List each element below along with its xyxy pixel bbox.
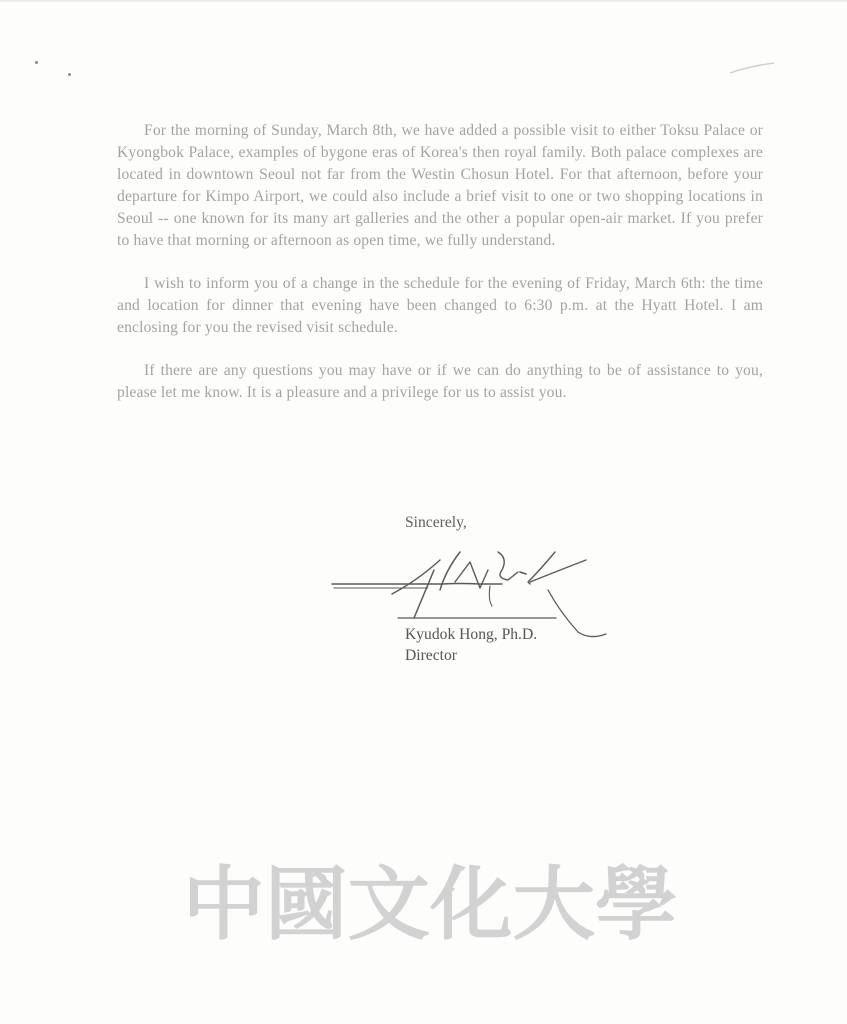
scan-speck [35,61,38,64]
scan-speck [68,73,71,76]
letter-body [117,120,763,425]
paragraph-optional-visits: For the morning of Sunday, March 8th, we have added a possible visit to either Toksu Palace or Kyongbok Palace, examples of bygone eras of Korea's then royal family. Both palace complexes are located in downtown Seoul not far from the Westin Chosun Hotel. For that afternoon, before your departure for Kimpo Airport, we could also include a brief visit to one or two shopping locations in Seoul -- one known for its many art galleries and the other a popular open-air market. If you prefer to have that morning or afternoon as open time, we fully understand. [117,122,763,249]
signer-name: Kyudok Hong, Ph.D. [405,626,538,643]
scan-smudge [728,60,778,76]
scan-edge [0,0,847,3]
paragraph-schedule-change: I wish to inform you of a change in the schedule for the evening of Friday, March 6th: the time and location for dinner that evening have been changed to 6:30 p.m. at the Hyatt Hotel. I am enclosing for you the revised visit schedule. [117,275,763,336]
watermark-text: 中國文化大學 [182,858,678,951]
closing-salutation: Sincerely, [405,514,467,531]
university-watermark [180,848,680,953]
signer-title: Director [405,647,457,664]
paragraph-assistance: If there are any questions you may have or if we can do anything to be of assistance to you, please let me know. It is a pleasure and a privilege for us to assist you. [117,362,763,401]
